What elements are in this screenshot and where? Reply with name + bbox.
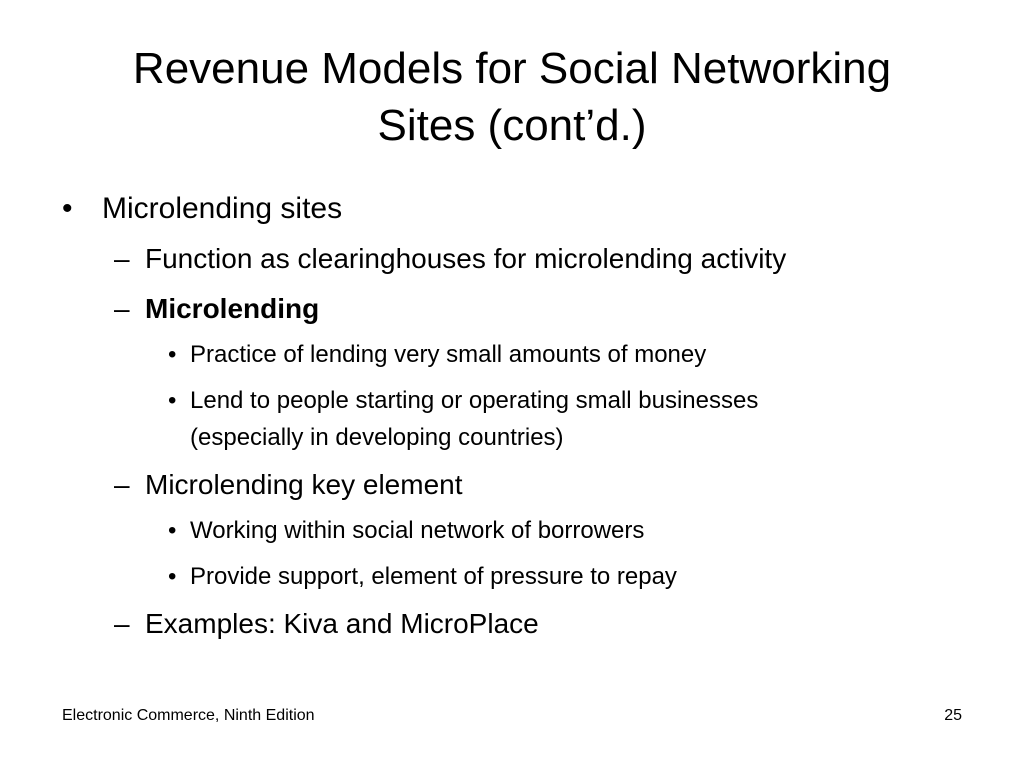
sub-sub-bullet-text: Lend to people starting or operating small businesses	[190, 387, 759, 414]
sub-sub-bullet-text: Working within social network of borrowers	[190, 517, 645, 544]
dash-marker: –	[114, 469, 130, 500]
slide-title	[40, 40, 984, 154]
sub-bullet-text: Examples: Kiva and MicroPlace	[145, 608, 539, 639]
sub-sub-bullet-text: Provide support, element of pressure to repay	[190, 563, 677, 590]
sub-bullet-text: Microlending key element	[145, 469, 463, 500]
sub-bullet-text-bold: Microlending	[145, 293, 320, 324]
slide-title-line-1: Revenue Models for Social Networking	[132, 44, 892, 93]
bullet-marker: •	[168, 341, 177, 368]
sub-sub-bullet-text-continuation: (especially in developing countries)	[190, 424, 564, 451]
bullet-marker: •	[168, 517, 177, 544]
sub-bullet-text: Function as clearinghouses for microlending activity	[145, 243, 787, 274]
dash-marker: –	[114, 243, 130, 274]
dash-marker: –	[114, 608, 130, 639]
dash-marker: –	[114, 293, 130, 324]
bullet-marker: •	[62, 192, 73, 225]
bullet-marker: •	[168, 563, 177, 590]
sub-sub-bullet-text: Practice of lending very small amounts of money	[190, 341, 707, 368]
footer-book-title: Electronic Commerce, Ninth Edition	[62, 707, 315, 724]
bullet-marker: •	[168, 387, 177, 414]
bullet-text: Microlending sites	[102, 192, 343, 225]
slide-title-line-2: Sites (cont’d.)	[377, 101, 647, 150]
footer-page-number: 25	[944, 707, 962, 724]
